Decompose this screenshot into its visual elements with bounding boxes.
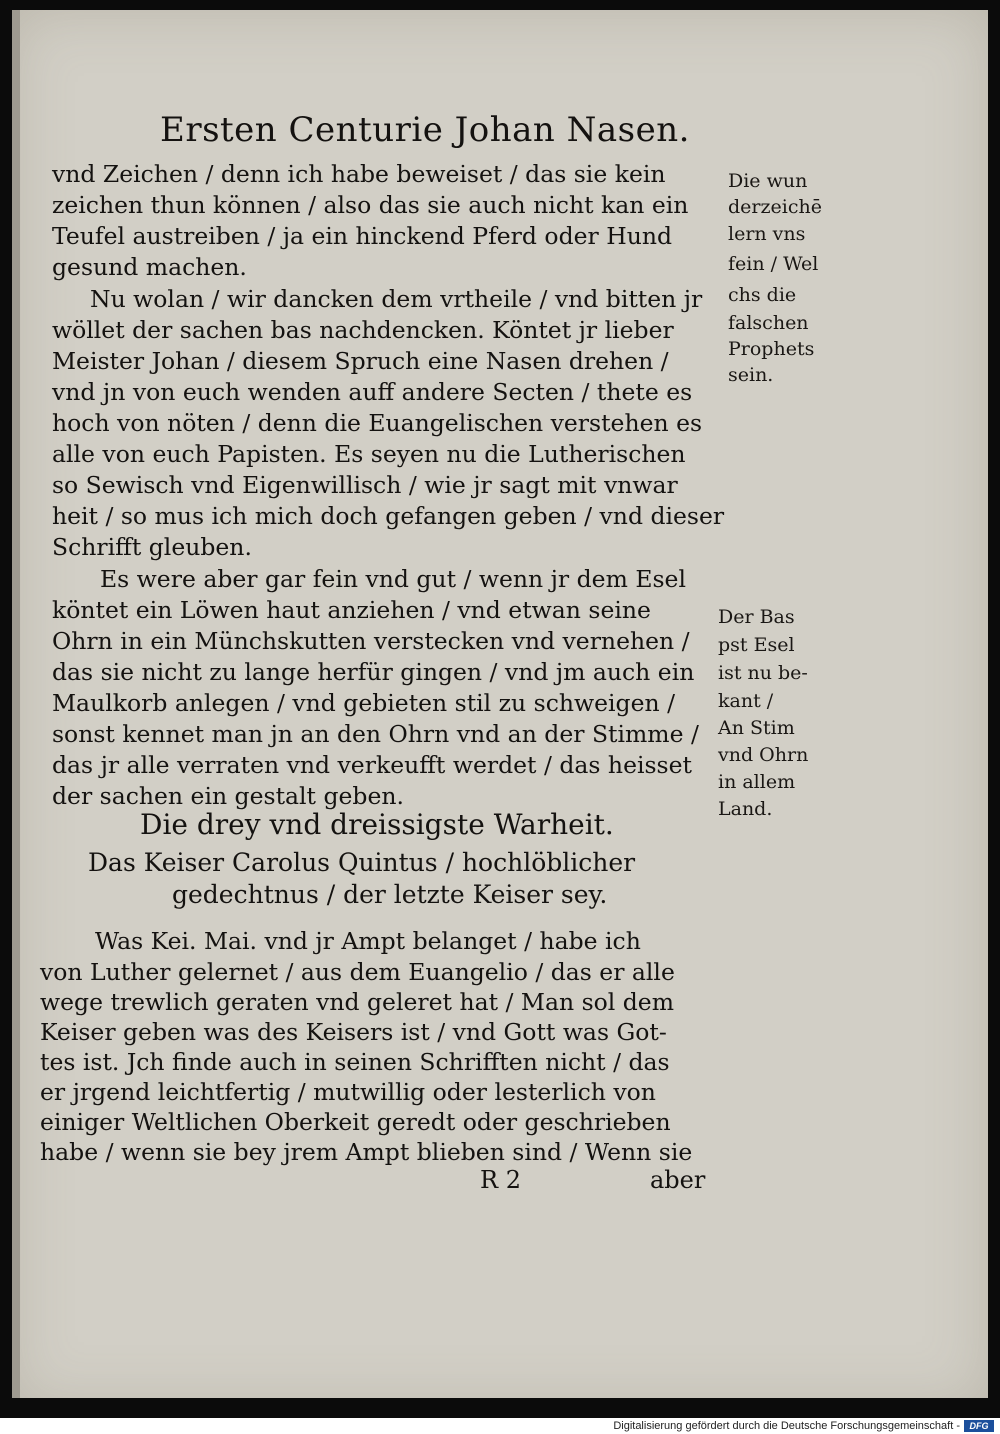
marginal-note-line: vnd Ohrn xyxy=(718,744,809,766)
body-line: tes ist. Jch finde auch in seinen Schrifften nicht / das xyxy=(40,1048,670,1076)
dfg-logo[interactable]: DFG xyxy=(964,1420,994,1432)
body-line: Teufel austreiben / ja ein hinckend Pferd oder Hund xyxy=(52,222,673,250)
page-gutter xyxy=(12,10,20,1408)
marginal-note-line: in allem xyxy=(718,771,796,793)
running-head: Ersten Centurie Johan Nasen. xyxy=(160,110,690,150)
body-line: vnd Zeichen / denn ich habe beweiset / das sie kein xyxy=(52,160,666,188)
scan-bottom-border xyxy=(0,1398,1000,1418)
body-line: er jrgend leichtfertig / mutwillig oder lesterlich von xyxy=(40,1078,656,1106)
marginal-note-line: kant / xyxy=(718,690,774,712)
body-line: vnd jn von euch wenden auff andere Secten / thete es xyxy=(52,378,693,406)
section-heading: Die drey vnd dreissigste Warheit. xyxy=(140,808,614,841)
marginal-note-line: pst Esel xyxy=(718,634,795,656)
signature-mark: R 2 xyxy=(480,1166,521,1194)
body-line: Was Kei. Mai. vnd jr Ampt belanget / habe ich xyxy=(95,927,641,955)
marginal-note-line: Der Bas xyxy=(718,606,795,628)
marginal-note-line: derzeichē xyxy=(728,196,822,218)
body-line: wöllet der sachen bas nachdencken. Köntet jr lieber xyxy=(52,316,674,344)
body-line: der sachen ein gestalt geben. xyxy=(52,782,404,810)
body-line: köntet ein Löwen haut anziehen / vnd etwan seine xyxy=(52,596,651,624)
catchword: aber xyxy=(650,1166,706,1194)
marginal-note-line: sein. xyxy=(728,364,774,386)
body-line: wege trewlich geraten vnd geleret hat / Man sol dem xyxy=(40,988,674,1016)
body-line: Es were aber gar fein vnd gut / wenn jr dem Esel xyxy=(100,565,686,593)
body-line: zeichen thun können / also das sie auch nicht kan ein xyxy=(52,191,689,219)
body-line: so Sewisch vnd Eigenwillisch / wie jr sagt mit vnwar xyxy=(52,471,678,499)
body-line: heit / so mus ich mich doch gefangen geben / vnd dieser xyxy=(52,502,725,530)
body-line: hoch von nöten / denn die Euangelischen verstehen es xyxy=(52,409,703,437)
marginal-note-line: chs die xyxy=(728,284,797,306)
section-subheading-line: gedechtnus / der letzte Keiser sey. xyxy=(172,880,608,909)
body-line: gesund machen. xyxy=(52,253,247,281)
body-line: Nu wolan / wir dancken dem vrtheile / vnd bitten jr xyxy=(90,285,703,313)
section-subheading-line: Das Keiser Carolus Quintus / hochlöblicher xyxy=(88,848,636,877)
body-line: das sie nicht zu lange herfür gingen / vnd jm auch ein xyxy=(52,658,695,686)
marginal-note-line: An Stim xyxy=(718,717,795,739)
body-line: habe / wenn sie bey jrem Ampt blieben sind / Wenn sie xyxy=(40,1138,693,1166)
body-line: alle von euch Papisten. Es seyen nu die Lutherischen xyxy=(52,440,686,468)
marginal-note-line: Die wun xyxy=(728,170,808,192)
marginal-note-line: falschen xyxy=(728,312,809,334)
footer-credit-text: Digitalisierung gefördert durch die Deutsche Forschungsgemeinschaft - xyxy=(613,1420,960,1432)
body-line: von Luther gelernet / aus dem Euangelio / das er alle xyxy=(40,958,675,986)
footer xyxy=(0,1418,1000,1434)
body-line: Ohrn in ein Münchskutten verstecken vnd vernehen / xyxy=(52,627,690,655)
body-line: sonst kennet man jn an den Ohrn vnd an der Stimme / xyxy=(52,720,699,748)
body-line: Meister Johan / diesem Spruch eine Nasen drehen / xyxy=(52,347,669,375)
marginal-note-line: Prophets xyxy=(728,338,815,360)
body-line: das jr alle verraten vnd verkeufft werdet / das heisset xyxy=(52,751,692,779)
body-line: Keiser geben was des Keisers ist / vnd Gott was Got- xyxy=(40,1018,667,1046)
body-line: Schrifft gleuben. xyxy=(52,533,252,561)
body-line: einiger Weltlichen Oberkeit geredt oder geschrieben xyxy=(40,1108,671,1136)
marginal-note-line: Land. xyxy=(718,798,773,820)
marginal-note-line: fein / Wel xyxy=(728,253,819,275)
body-line: Maulkorb anlegen / vnd gebieten stil zu schweigen / xyxy=(52,689,676,717)
marginal-note-line: lern vns xyxy=(728,223,806,245)
marginal-note-line: ist nu be- xyxy=(718,662,808,684)
